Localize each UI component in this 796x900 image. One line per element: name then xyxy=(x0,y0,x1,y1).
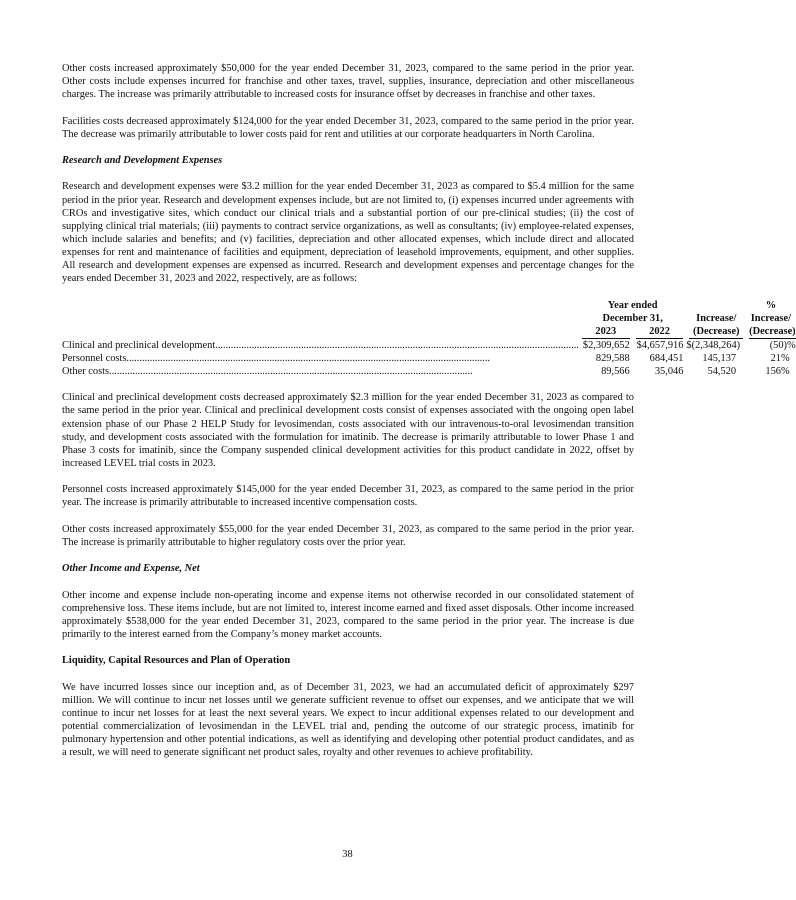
header-year-ended: Year ended xyxy=(607,299,658,311)
header-2023: 2023 xyxy=(582,325,630,339)
leader-dots: ............................................................................................................................................ xyxy=(215,339,579,351)
paragraph-other-costs-ga: Other costs increased approximately $50,000 for the year ended December 31, 2023, compared to the same period in the prior year. Other costs include expenses incurred for franchise and other taxes, travel, supplies, insurance, depreciation and other miscellaneous charges. The increase was primarily attributable to increased costs for insurance offset by decreases in franchise and other taxes. xyxy=(62,63,634,101)
currency-symbol: $ xyxy=(582,339,589,351)
paragraph-other-costs-rd: Other costs increased approximately $55,000 for the year ended December 31, 2023, as compared to the same period in the prior year. The increase is primarily attributable to higher regulatory costs over the prior year. xyxy=(62,523,634,548)
table-row xyxy=(62,365,796,378)
table-row xyxy=(62,339,796,352)
heading-other-income: Other Income and Expense, Net xyxy=(62,563,200,575)
paragraph-facilities: Facilities costs decreased approximately $124,000 for the year ended December 31, 2023, compared to the same period in the prior year. The decrease was primarily attributable to lower costs paid for rent and utilities at our corporate headquarters in North Carolina. xyxy=(62,115,634,140)
paragraph-personnel: Personnel costs increased approximately $145,000 for the year ended December 31, 2023, as compared to the same period in the prior year. The increase is primarily attributable to increased incentive compensation costs. xyxy=(62,484,634,509)
rd-expenses-table xyxy=(62,299,796,379)
paragraph-rd-intro: Research and development expenses were $3.2 million for the year ended December 31, 2023 as compared to $5.4 million for the same period in the prior year. Research and development expenses include, but are not limited to, (i) expenses incurred under agreements with CROs and investigative sites, which conduct our clinical trials and a substantial portion of our pre-clinical studies; (ii) the cost of supplying clinical trial materials; (iii) payments to contract service organizations, as well as consultants; (iv) employee-related expenses, which include salaries and benefits; and (v) facilities, depreciation and other allocated expenses, which include direct and allocated expenses for rent and maintenance of facilities and equipment, depreciation of leasehold improvements, equipment, and other supplies. All research and development expenses are expensed as incurred. Research and development expenses and percentage changes for the years ended December 31, 2023 and 2022, respectively, are as follows: xyxy=(62,181,634,285)
header-2022: 2022 xyxy=(636,325,684,339)
value-change: $(2,348,264) xyxy=(686,339,741,351)
value-2022: 684,451 xyxy=(649,352,684,364)
header-decrease: (Decrease) xyxy=(689,325,743,339)
value-2023: 829,588 xyxy=(595,352,630,364)
table-header-row-1 xyxy=(62,299,796,312)
value-2022: 35,046 xyxy=(654,365,684,377)
header-december-31: December 31, xyxy=(602,312,663,324)
value-pct: 21% xyxy=(770,352,790,364)
leader-dots: ............................................................................................................................................ xyxy=(109,365,473,377)
value-pct: (50)% xyxy=(769,339,796,351)
value-2023: 2,309,652 xyxy=(588,339,630,351)
table-header-row-3 xyxy=(62,325,796,339)
document-page xyxy=(62,62,796,773)
row-label: Other costs xyxy=(62,365,110,377)
leader-dots: ............................................................................................................................................ xyxy=(126,352,491,364)
header-pct-symbol: % xyxy=(765,299,777,311)
row-label: Personnel costs xyxy=(62,352,127,364)
value-change: 54,520 xyxy=(707,365,737,377)
paragraph-other-income: Other income and expense include non-operating income and expense items not otherwise recorded in our consolidated statement of comprehensive loss. These items include, but are not limited to, interest income earned and fixed asset disposals. Other income increased approximately $538,000 for the year ended December 31, 2023, compared to the same period in the prior year. The increase is due primarily to the interest earned from the Company’s money market accounts. xyxy=(62,589,634,640)
header-pct-increase: Increase/ xyxy=(750,312,791,324)
currency-symbol: $ xyxy=(636,339,642,351)
paragraph-liquidity: We have incurred losses since our inception and, as of December 31, 2023, we had an accumulated deficit of approximately $297 million. We will continue to incur net losses until we generate sufficient revenue to offset our expenses, and we anticipate that we will continue to incur net losses for at least the next several years. We expect to incur additional expenses related to our development and potential commercialization of levosimendan in the LEVEL trial and, pending the outcome of our strategic process, imatinib for pulmonary hypertension and other potential indications, as well as identifying and developing other potential product candidates, and as a result, we will need to generate significant net product sales, royalty and other revenues to achieve profitability. xyxy=(62,681,634,759)
table-row xyxy=(62,352,796,365)
heading-research-development: Research and Development Expenses xyxy=(62,155,223,167)
paragraph-clinical: Clinical and preclinical development costs decreased approximately $2.3 million for the year ended December 31, 2023 as compared to the same period in the prior year. Clinical and preclinical development costs consist of expenses associated with the ongoing open label extension phase of our Phase 2 HELP Study for levosimendan, costs associated with our intravenous-to-oral levosimendan transition study, and development costs associated with the formulation for imatinib. The decrease is primarily attributable to lower Phase 1 and Phase 3 costs for imatinib, since the Company suspended clinical development activities for this product candidate in 2022, offset by increased LEVEL trial costs in 2023. xyxy=(62,392,634,469)
value-pct: 156% xyxy=(765,365,790,377)
value-change: 145,137 xyxy=(702,352,737,364)
table-header-row-2 xyxy=(62,312,796,325)
row-label: Clinical and preclinical development xyxy=(62,339,216,351)
header-pct-decrease: (Decrease) xyxy=(749,325,796,339)
page-number: 38 xyxy=(342,849,353,860)
header-increase: Increase/ xyxy=(696,312,737,324)
heading-liquidity: Liquidity, Capital Resources and Plan of Operation xyxy=(62,655,291,667)
value-2022: 4,657,916 xyxy=(641,339,684,351)
value-2023: 89,566 xyxy=(601,365,630,377)
